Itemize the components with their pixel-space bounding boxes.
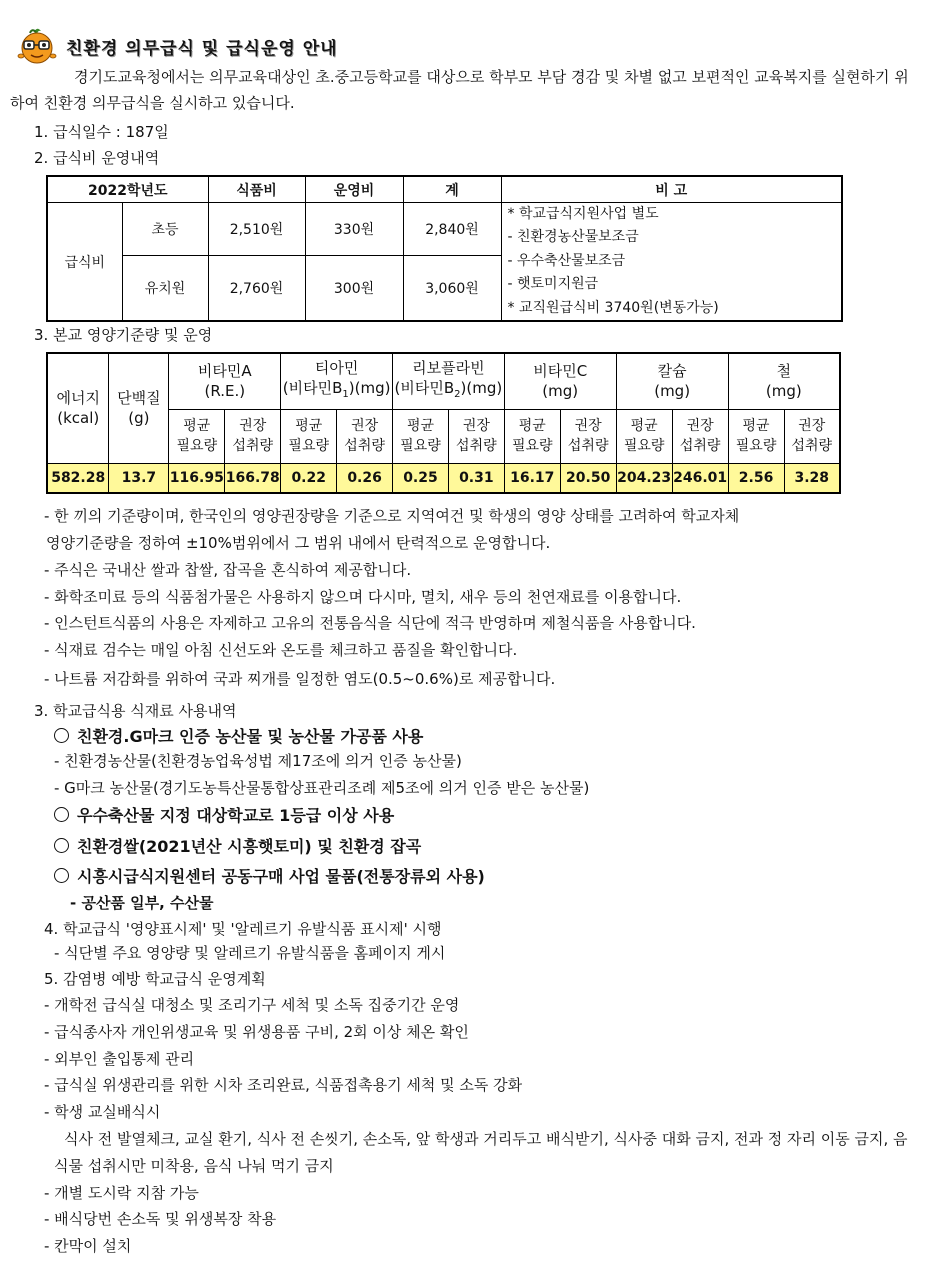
protein-label: 단백질 <box>117 389 161 408</box>
cost-food: 2,760원 <box>208 256 305 321</box>
avg-header <box>616 409 672 463</box>
rec-line-2: 섭취량 <box>791 438 833 454</box>
circle-bullet-icon <box>54 728 69 743</box>
calcium-unit: (mg) <box>654 382 691 401</box>
thiamin-unit-sub: 1 <box>342 388 349 400</box>
rec-header <box>448 409 504 463</box>
ingredient-item <box>54 724 423 747</box>
cost-total: 3,060원 <box>403 256 501 321</box>
avg-line-2: 필요량 <box>400 438 441 454</box>
section-1: 1. 급식일수 : 187일 <box>34 123 169 141</box>
iron-avg: 2.56 <box>728 463 784 493</box>
intro-paragraph <box>10 64 910 116</box>
calcium-avg: 204.23 <box>616 463 672 493</box>
circle-bullet-icon <box>54 868 69 883</box>
rec-line-2: 섭취량 <box>232 438 274 454</box>
calcium-rec: 246.01 <box>672 463 728 493</box>
vitamin-c-rec: 20.50 <box>560 463 616 493</box>
table-row <box>47 203 842 256</box>
section-5-item: - 개별 도시락 지참 가능 <box>44 1184 199 1202</box>
calcium-label: 칼슘 <box>657 362 687 381</box>
ingredient-sub: - 공산품 일부, 수산물 <box>70 894 214 912</box>
ingredient-text: 시흥시급식지원센터 공동구매 사업 물품(전통장류외 사용) <box>77 867 485 886</box>
avg-line-1: 평균 <box>406 418 434 434</box>
riboflavin-label: 리보플라빈 <box>412 358 485 377</box>
cost-total: 2,840원 <box>403 203 501 256</box>
nutrition-note: - 식재료 검수는 매일 아침 신선도와 온도를 체크하고 품질을 확인합니다. <box>44 641 518 659</box>
page-title: 친환경 의무급식 및 급식운영 안내 <box>66 38 338 59</box>
avg-header <box>504 409 560 463</box>
protein-header <box>109 353 169 463</box>
section-3: 3. 본교 영양기준량 및 운영 <box>34 326 213 344</box>
avg-header <box>281 409 337 463</box>
ingredient-item <box>54 864 485 887</box>
vitamin-c-avg: 16.17 <box>504 463 560 493</box>
nutrition-note: - 화학조미료 등의 식품첨가물은 사용하지 않으며 다시마, 멸치, 새우 등의 천연재료를 이용합니다. <box>44 588 682 606</box>
cost-note-line: - 친환경농산물보조금 <box>507 229 639 246</box>
vitamin-a-unit: (R.E.) <box>204 382 246 401</box>
ingredient-item <box>54 834 421 857</box>
rec-line-1: 권장 <box>574 418 602 434</box>
ingredient-text: 우수축산물 지정 대상학교로 1등급 이상 사용 <box>77 806 395 825</box>
thiamin-unit-c: )(mg) <box>348 378 391 397</box>
riboflavin-unit-c: )(mg) <box>460 378 503 397</box>
riboflavin-unit <box>393 378 504 405</box>
nutrition-note: - 주식은 국내산 쌀과 찹쌀, 잡곡을 혼식하여 제공합니다. <box>44 561 412 579</box>
cost-group-label: 급식비 <box>47 203 122 322</box>
section-5-item: - 배식당번 손소독 및 위생복장 착용 <box>44 1210 277 1228</box>
protein-value: 13.7 <box>109 463 169 493</box>
classroom-rules: 식사 전 발열체크, 교실 환기, 식사 전 손씻기, 손소독, 앞 학생과 거리두고 배식받기, 식사중 대화 금지, 전과 정 자리 이동 금지, 음식물 섭취시만 미착용, 음식 나눠 먹기 금지 <box>54 1130 908 1175</box>
avg-line-1: 평균 <box>518 418 546 434</box>
cost-note-line: - 우수축산물보조금 <box>507 252 626 269</box>
section-4-sub: - 식단별 주요 영양량 및 알레르기 유발식품을 홈페이지 게시 <box>54 944 446 962</box>
section-4: 4. 학교급식 '영양표시제' 및 '알레르기 유발식품 표시제' 시행 <box>44 920 442 938</box>
thiamin-unit <box>281 378 392 405</box>
avg-header <box>728 409 784 463</box>
iron-header <box>728 353 840 409</box>
rec-line-1: 권장 <box>462 418 490 434</box>
thiamin-header <box>281 353 393 409</box>
vitamin-c-unit: (mg) <box>542 382 579 401</box>
thiamin-rec: 0.26 <box>337 463 393 493</box>
rec-line-1: 권장 <box>686 418 714 434</box>
thiamin-unit-a: (비타민B <box>282 378 343 397</box>
section-5-item: - 칸막이 설치 <box>44 1237 132 1255</box>
cost-notes <box>501 203 842 322</box>
nutrition-note: - 한 끼의 기준량이며, 한국인의 영양권장량을 기준으로 지역여건 및 학생의 영양 상태를 고려하여 학교자체 <box>44 507 740 525</box>
avg-line-1: 평균 <box>630 418 658 434</box>
rec-header <box>337 409 393 463</box>
avg-line-2: 필요량 <box>176 438 218 454</box>
cost-row-label: 초등 <box>122 203 208 256</box>
iron-rec: 3.28 <box>784 463 840 493</box>
avg-line-1: 평균 <box>183 418 211 434</box>
vitamin-c-header <box>504 353 616 409</box>
rec-line-1: 권장 <box>351 418 379 434</box>
rec-header <box>225 409 281 463</box>
avg-header <box>169 409 225 463</box>
iron-label: 철 <box>776 362 792 381</box>
iron-unit: (mg) <box>765 382 802 401</box>
cost-note-line: * 학교급식지원사업 별도 <box>507 206 659 222</box>
cost-header-total: 계 <box>403 176 501 203</box>
rec-line-2: 섭취량 <box>456 438 497 454</box>
riboflavin-unit-a: (비타민B <box>394 378 455 397</box>
ingredient-text: 친환경.G마크 인증 농산물 및 농산물 가공품 사용 <box>77 727 424 746</box>
section-5-item: - 학생 교실배식시 <box>44 1103 161 1121</box>
avg-line-2: 필요량 <box>623 438 665 454</box>
circle-bullet-icon <box>54 807 69 822</box>
cost-row-label: 유치원 <box>122 256 208 321</box>
avg-line-2: 필요량 <box>511 438 553 454</box>
avg-line-1: 평균 <box>295 418 323 434</box>
cost-table <box>46 175 843 322</box>
nutrition-note: - 나트륨 저감화를 위하여 국과 찌개를 일정한 염도(0.5~0.6%)로 제공합니다. <box>44 670 556 688</box>
cost-ops: 330원 <box>305 203 403 256</box>
riboflavin-unit-sub: 2 <box>454 388 461 400</box>
cost-note-line: - 햇토미지원금 <box>507 276 599 293</box>
section-5-item: - 개학전 급식실 대청소 및 조리기구 세척 및 소독 집중기간 운영 <box>44 996 460 1014</box>
vitamin-c-label: 비타민C <box>533 362 588 381</box>
vitamin-a-label: 비타민A <box>197 362 252 381</box>
calcium-header <box>616 353 728 409</box>
nutrition-table <box>46 352 841 494</box>
riboflavin-header <box>393 353 505 409</box>
energy-value: 582.28 <box>47 463 109 493</box>
rec-line-1: 권장 <box>239 418 267 434</box>
section-3b: 3. 학교급식용 식재료 사용내역 <box>34 702 237 720</box>
ingredient-item <box>54 803 394 826</box>
cost-header-ops: 운영비 <box>305 176 403 203</box>
section-5: 5. 감염병 예방 학교급식 운영계획 <box>44 970 266 988</box>
rec-line-2: 섭취량 <box>344 438 385 454</box>
ingredient-sub: - 친환경농산물(친환경농업육성법 제17조에 의거 인증 농산물) <box>54 752 462 770</box>
thiamin-label: 티아민 <box>314 358 359 377</box>
nutrient-value-row <box>47 463 840 493</box>
section-5-item: - 급식실 위생관리를 위한 시차 조리완료, 식품접촉용기 세척 및 소독 강화 <box>44 1076 523 1094</box>
vitamin-a-avg: 116.95 <box>169 463 225 493</box>
rec-header <box>560 409 616 463</box>
energy-header <box>47 353 109 463</box>
ingredient-sub: - G마크 농산물(경기도농특산물통합상표관리조례 제5조에 의거 인증 받은 농산물) <box>54 779 590 797</box>
thiamin-avg: 0.22 <box>281 463 337 493</box>
energy-label: 에너지 <box>56 389 100 408</box>
vitamin-a-rec: 166.78 <box>225 463 281 493</box>
avg-line-1: 평균 <box>742 418 770 434</box>
mascot-icon <box>12 26 62 66</box>
rec-header <box>672 409 728 463</box>
cost-header-year: 2022학년도 <box>47 176 208 203</box>
cost-note-line: * 교직원급식비 3740원(변동가능) <box>507 299 719 316</box>
rec-line-1: 권장 <box>798 418 826 434</box>
avg-line-2: 필요량 <box>288 438 329 454</box>
section-2: 2. 급식비 운영내역 <box>34 149 160 167</box>
intro-text: 경기도교육청에서는 의무교육대상인 초.중고등학교를 대상으로 학부모 부담 경감 및 차별 없고 보편적인 교육복지를 실현하기 위하여 친환경 의무급식을 실시하고 있습니다. <box>10 68 909 112</box>
cost-header-food: 식품비 <box>208 176 305 203</box>
rec-line-2: 섭취량 <box>679 438 721 454</box>
rec-header <box>784 409 840 463</box>
avg-header <box>393 409 449 463</box>
cost-header-row <box>47 176 842 203</box>
nutrient-header-row <box>47 353 840 409</box>
section-5-item: - 외부인 출입통제 관리 <box>44 1050 195 1068</box>
rec-line-2: 섭취량 <box>567 438 609 454</box>
circle-bullet-icon <box>54 838 69 853</box>
nutrition-note: 영양기준량을 정하여 ±10%범위에서 그 범위 내에서 탄력적으로 운영합니다. <box>46 534 551 552</box>
energy-unit: (kcal) <box>57 409 100 428</box>
riboflavin-avg: 0.25 <box>393 463 449 493</box>
riboflavin-rec: 0.31 <box>448 463 504 493</box>
avg-line-2: 필요량 <box>735 438 777 454</box>
ingredient-text: 친환경쌀(2021년산 시흥햇토미) 및 친환경 잡곡 <box>77 837 422 856</box>
cost-ops: 300원 <box>305 256 403 321</box>
cost-food: 2,510원 <box>208 203 305 256</box>
nutrition-note: - 인스턴트식품의 사용은 자제하고 고유의 전통음식을 식단에 적극 반영하며 제철식품을 사용합니다. <box>44 614 696 632</box>
section-5-item: - 급식종사자 개인위생교육 및 위생용품 구비, 2회 이상 체온 확인 <box>44 1023 469 1041</box>
protein-unit: (g) <box>128 409 150 428</box>
vitamin-a-header <box>169 353 281 409</box>
cost-header-note: 비 고 <box>501 176 842 203</box>
title-bar <box>12 26 338 66</box>
